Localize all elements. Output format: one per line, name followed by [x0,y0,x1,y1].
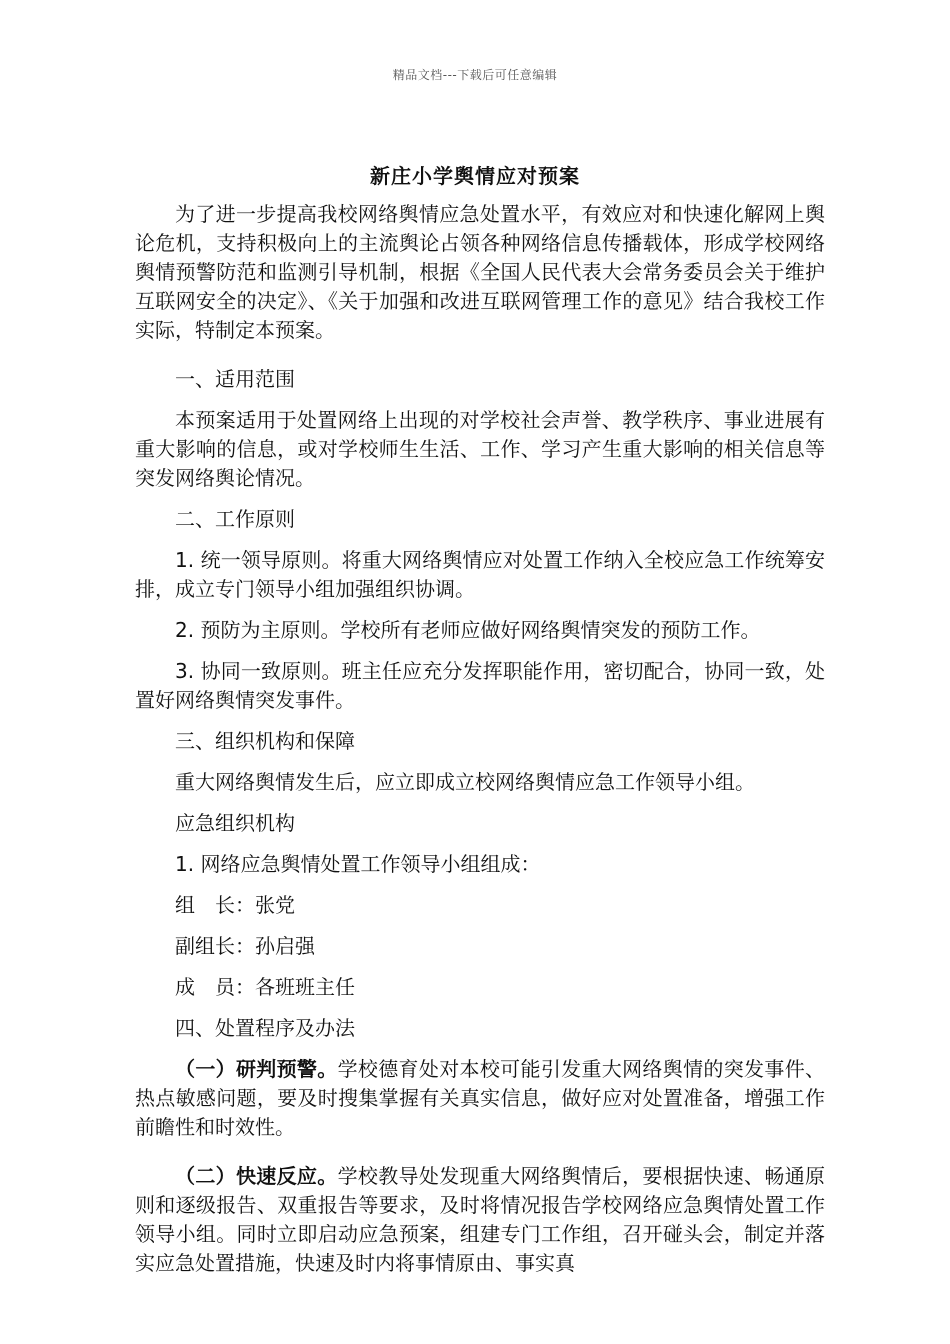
organization-subheading: 应急组织机构 [175,811,295,835]
procedure-paragraph-1-lead: （一）研判预警。 [175,1057,338,1081]
procedure-paragraph-1-body: 学校德育处对本校可能引发重大网络舆情的突发事件、热点敏感问题，要及时搜集掌握有关真实信息，做好应对处置准备，增强工作前瞻性和时效性。 [135,1057,826,1139]
principle-item: 1. 统一领导原则。将重大网络舆情应对处置工作纳入全校应急工作统筹安排，成立专门领导小组加强组织协调。 [135,548,825,601]
document-title: 新庄小学舆情应对预案 [370,164,580,188]
procedure-paragraph-2-lead: （二）快速反应。 [175,1164,338,1188]
leader-row: 组 长：张党 [175,893,295,917]
members-row: 成 员：各班班主任 [175,975,355,999]
document-body [135,200,825,1278]
procedure-paragraph-2-body: 学校教导处发现重大网络舆情后，要根据快速、畅通原则和逐级报告、双重报告等要求，及时将情况报告学校网络应急舆情处置工作领导小组。同时立即启动应急预案，组建专门工作组，召开碰头会，制定并落实应急处置措施，快速及时内将事情原由、事实真 [135,1164,826,1275]
section-heading-procedure: 四、处置程序及办法 [175,1016,355,1040]
organization-list-title: 1. 网络应急舆情处置工作领导小组组成： [175,852,541,876]
principle-item: 2. 预防为主原则。学校所有老师应做好网络舆情突发的预防工作。 [175,618,761,642]
organization-paragraph: 重大网络舆情发生后，应立即成立校网络舆情应急工作领导小组。 [175,770,755,794]
header-note: 精品文档---下载后可任意编辑 [392,68,558,82]
procedure-paragraph-1 [135,1055,825,1142]
section-heading-scope: 一、适用范围 [175,367,295,391]
procedure-paragraph-2 [135,1162,825,1278]
deputy-leader-row: 副组长：孙启强 [175,934,315,958]
section-heading-organization: 三、组织机构和保障 [175,729,355,753]
scope-paragraph: 本预案适用于处置网络上出现的对学校社会声誉、教学秩序、事业进展有重大影响的信息，或对学校师生生活、工作、学习产生重大影响的相关信息等突发网络舆论情况。 [135,408,825,490]
principle-item: 3. 协同一致原则。班主任应充分发挥职能作用，密切配合，协同一致，处置好网络舆情突发事件。 [135,659,825,712]
intro-paragraph: 为了进一步提高我校网络舆情应急处置水平，有效应对和快速化解网上舆论危机，支持积极向上的主流舆论占领各种网络信息传播载体，形成学校网络舆情预警防范和监测引导机制，根据《全国人民代表大会常务委员会关于维护互联网安全的决定》、《关于加强和改进互联网管理工作的意见》结合我校工作实际，特制定本预案。 [135,202,825,342]
section-heading-principles: 二、工作原则 [175,507,295,531]
